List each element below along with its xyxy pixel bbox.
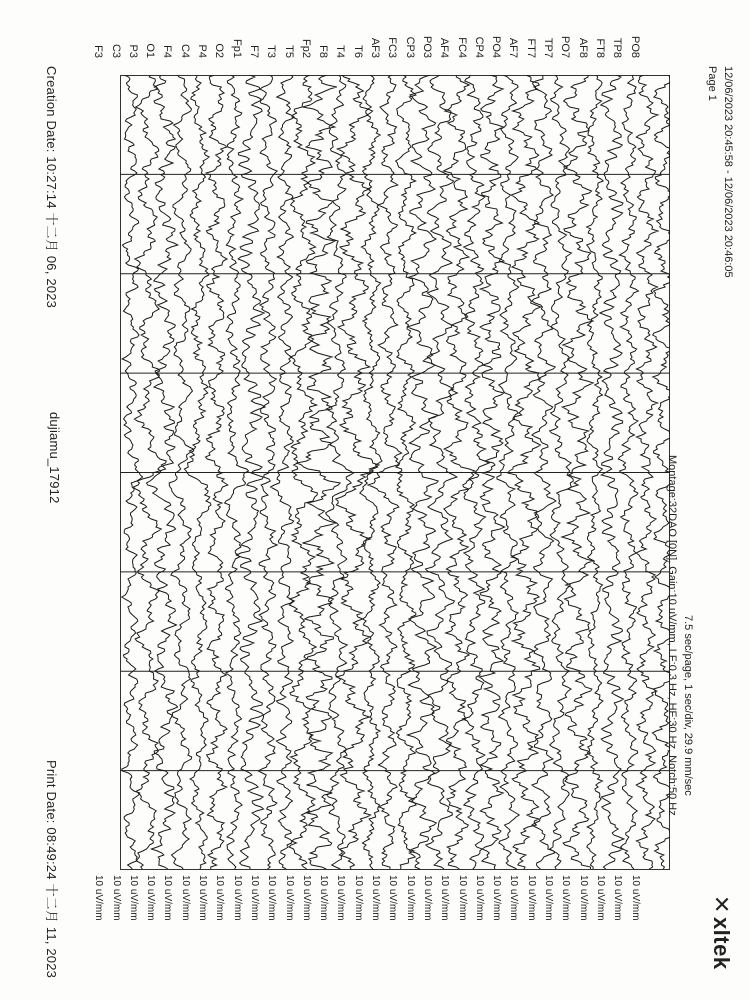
channel-label: F4: [161, 45, 174, 58]
channel-label: T6: [351, 45, 364, 58]
channel-label: O2: [213, 43, 226, 58]
channel-label: O1: [144, 43, 157, 58]
page-number: Page 1: [706, 66, 718, 101]
channel-gain: 10 uV/mm: [422, 875, 433, 921]
channel-label: F3: [92, 45, 105, 58]
channel-label: T5: [282, 45, 295, 58]
channel-gain: 10 uV/mm: [629, 875, 641, 921]
print-date: Print Date: 08:49:24 十二月 11, 2023: [44, 760, 59, 979]
eeg-traces-svg: [120, 75, 670, 870]
channel-label: T3: [265, 45, 278, 58]
channel-label: FC4: [455, 37, 468, 58]
channel-gain: 10 uV/mm: [335, 875, 347, 921]
channel-label: CP3: [403, 36, 416, 58]
channel-label: AF3: [369, 37, 382, 58]
channel-label: F7: [248, 45, 260, 58]
time-range: 12/06/2023 20:45:58 - 12/06/2023 20:46:05: [722, 66, 734, 278]
channel-label: P4: [196, 44, 209, 58]
channel-gain: 10 uV/mm: [197, 875, 209, 921]
channel-gain: 10 uV/mm: [300, 875, 312, 921]
channel-labels: [88, 8, 668, 58]
channel-gain: 10 uV/mm: [110, 875, 122, 921]
channel-label: TP7: [542, 37, 555, 58]
channel-gain: 10 uV/mm: [491, 875, 503, 921]
channel-label: C3: [109, 43, 122, 58]
channel-gain: 10 uV/mm: [508, 875, 520, 921]
channel-label: PO3: [421, 35, 433, 58]
channel-gain: 10 uV/mm: [387, 875, 399, 921]
channel-gain: 10 uV/mm: [439, 875, 451, 921]
channel-gain: 10 uV/mm: [456, 875, 468, 921]
creation-date: Creation Date: 10:27:14 十二月 06, 2023: [44, 66, 59, 309]
channel-label: CP4: [472, 36, 485, 58]
patient-id: dujiamu_17912: [47, 412, 62, 504]
channel-label: TP8: [611, 37, 624, 58]
channel-gain: 10 uV/mm: [595, 875, 606, 921]
channel-gain: 10 uV/mm: [231, 875, 243, 921]
channel-label: PO4: [490, 35, 503, 58]
eeg-trace-area: [120, 75, 670, 870]
channel-gain: 10 uV/mm: [577, 875, 589, 921]
channel-label: AF8: [576, 37, 589, 58]
xltek-logo-icon: ✕: [709, 895, 734, 914]
channel-gain: 10 uV/mm: [473, 875, 485, 921]
channel-label: P3: [126, 44, 139, 58]
channel-gain: 10 uV/mm: [612, 875, 624, 921]
channel-label: AF4: [438, 37, 451, 58]
channel-gains: [88, 875, 668, 945]
channel-label: F8: [317, 45, 330, 58]
channel-gain: 10 uV/mm: [93, 875, 105, 921]
channel-gain: 10 uV/mm: [162, 875, 174, 921]
channel-gain: 10 uV/mm: [525, 875, 537, 921]
channel-label: AF7: [507, 37, 520, 58]
channel-gain: 10 uV/mm: [214, 875, 226, 921]
channel-gain: 10 uV/mm: [352, 875, 364, 921]
channel-gain: 10 uV/mm: [283, 875, 295, 921]
channel-label: C4: [178, 43, 191, 58]
channel-gain: 10 uV/mm: [560, 875, 572, 921]
channel-gain: 10 uV/mm: [249, 875, 260, 921]
montage-info: Montage:32DAO [0N], Gain:10 uV/mm, LF:0.3 Hz, HF:30 Hz, Notch:50 Hz: [666, 455, 678, 816]
logo-text: xltek: [709, 916, 734, 970]
channel-label: PO8: [628, 35, 641, 58]
channel-gain: 10 uV/mm: [370, 875, 382, 921]
channel-label: Fp2: [299, 39, 312, 58]
channel-gain: 10 uV/mm: [179, 875, 191, 921]
channel-label: FT7: [524, 38, 537, 58]
paper-speed: 7.5 sec/page, 1 sec/div, 29.9 mm/sec: [682, 615, 694, 796]
channel-gain: 10 uV/mm: [266, 875, 278, 921]
channel-gain: 10 uV/mm: [145, 875, 157, 921]
channel-gain: 10 uV/mm: [543, 875, 555, 921]
channel-label: T4: [334, 45, 347, 58]
xltek-logo: [708, 895, 734, 970]
channel-label: PO7: [559, 35, 572, 58]
channel-gain: 10 uV/mm: [318, 875, 330, 921]
channel-gain: 10 uV/mm: [404, 875, 416, 921]
channel-label: FT8: [594, 38, 606, 58]
channel-label: Fp1: [230, 39, 243, 58]
channel-label: FC3: [386, 37, 399, 58]
channel-gain: 10 uV/mm: [127, 875, 139, 921]
